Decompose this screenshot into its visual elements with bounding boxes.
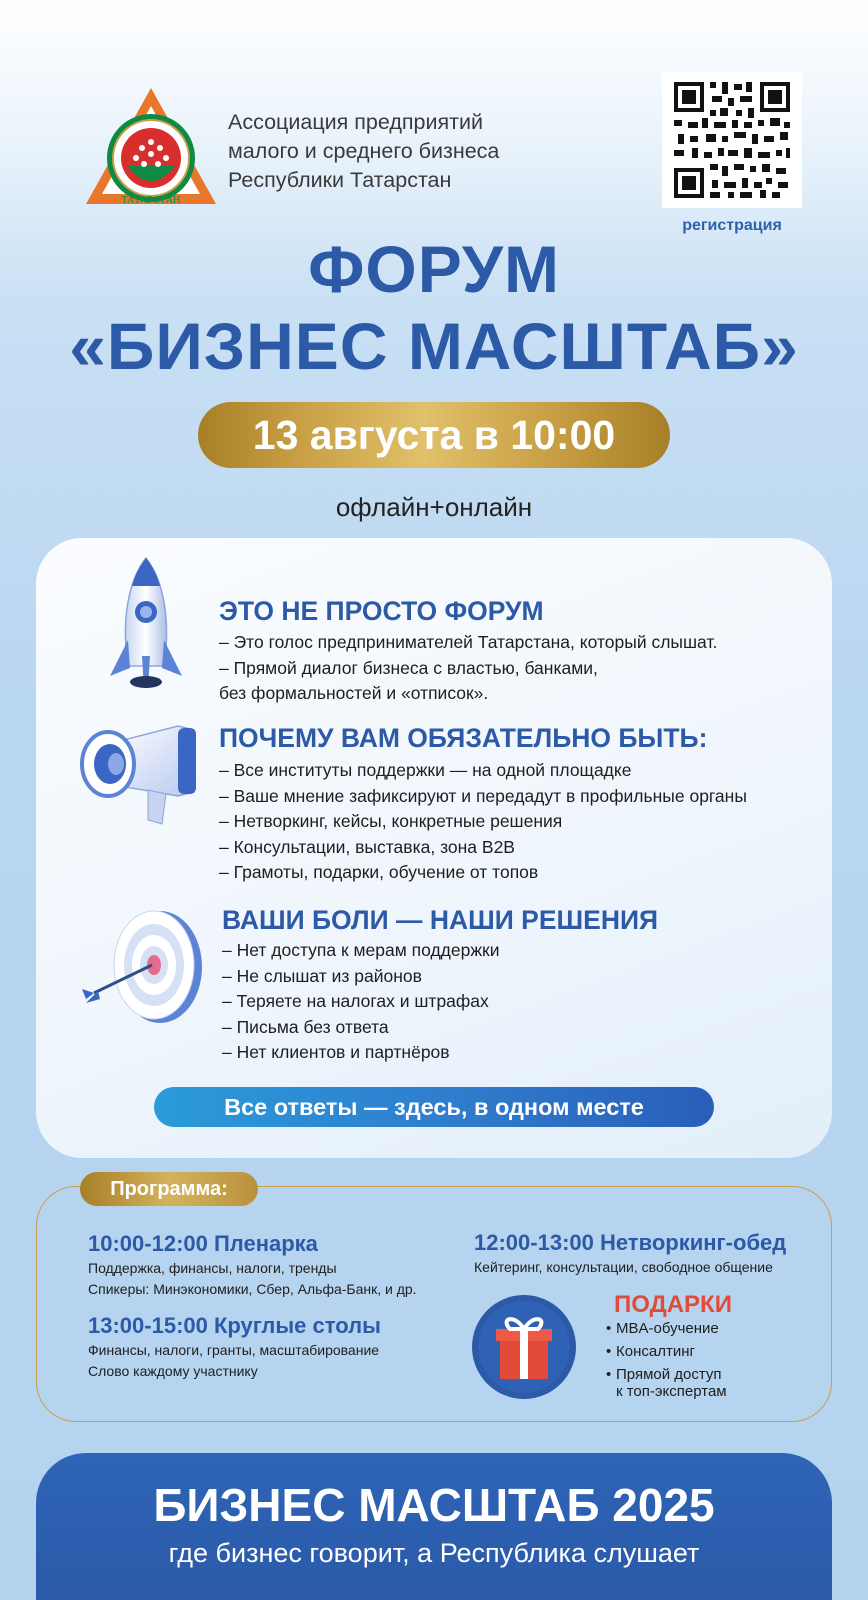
program-item-roundtables-title: 13:00-15:00 Круглые столы <box>88 1313 381 1338</box>
section-list-1 <box>219 630 717 707</box>
list-item: – Письма без ответа <box>222 1016 389 1037</box>
program-label-badge <box>80 1172 258 1206</box>
list-item: – Нет клиентов и партнёров <box>222 1042 450 1062</box>
program-label: Программа: <box>110 1177 228 1200</box>
program-item-plenary-line-2: Спикеры: Минэкономики, Сбер, Альфа-Банк, и др. <box>88 1281 417 1297</box>
program-item-plenary-title: 10:00-12:00 Пленарка <box>88 1231 318 1256</box>
registration-qr-code[interactable] <box>662 72 802 208</box>
section-heading-2: ПОЧЕМУ ВАМ ОБЯЗАТЕЛЬНО БЫТЬ: <box>219 723 708 753</box>
target-icon <box>80 903 212 1027</box>
event-date: 13 августа в 10:00 <box>252 411 616 458</box>
svg-text:ТАТАРСТАН: ТАТАРСТАН <box>121 196 181 206</box>
list-item: – Нет доступа к мерам поддержки <box>222 940 500 960</box>
list-item: – Все институты поддержки — на одной площадке <box>219 760 632 780</box>
section-list-3 <box>222 938 499 1066</box>
list-item: • MBA-обучение <box>606 1320 719 1337</box>
footer-subtitle: где бизнес говорит, а Республика слушает <box>168 1538 700 1568</box>
org-line-2: малого и среднего бизнеса <box>228 139 500 163</box>
list-item: без формальностей и «отписок». <box>219 683 489 703</box>
list-item: • Прямой доступ <box>606 1366 722 1383</box>
program-item-networking-title: 12:00-13:00 Нетворкинг-обед <box>474 1230 787 1255</box>
list-item: – Ваше мнение зафиксируют и передадут в профильные органы <box>219 785 747 806</box>
association-logo <box>84 86 218 208</box>
program-item-roundtables-line-1: Финансы, налоги, гранты, масштабирование <box>88 1342 380 1358</box>
event-format: офлайн+онлайн <box>335 492 533 522</box>
section-heading-3: ВАШИ БОЛИ — НАШИ РЕШЕНИЯ <box>222 905 659 935</box>
megaphone-icon <box>78 724 202 828</box>
list-item: к топ-экспертам <box>616 1383 727 1400</box>
organization-name <box>228 108 608 195</box>
forum-title-line-1: ФОРУМ <box>308 232 560 306</box>
answers-text: Все ответы — здесь, в одном месте <box>224 1093 644 1120</box>
list-item: – Это голос предпринимателей Татарстана, который слышат. <box>219 632 718 652</box>
registration-label[interactable]: регистрация <box>682 217 782 234</box>
list-item: – Нетворкинг, кейсы, конкретные решения <box>219 811 563 831</box>
gift-icon <box>470 1293 578 1401</box>
gifts-list <box>606 1320 727 1406</box>
forum-title-line-2: «БИЗНЕС МАСШТАБ» <box>69 309 799 383</box>
program-item-roundtables-line-2: Слово каждому участнику <box>88 1363 258 1379</box>
list-item: • Консалтинг <box>606 1343 695 1360</box>
list-item: – Теряете на налогах и штрафах <box>222 991 489 1011</box>
list-item: – Прямой диалог бизнеса с властью, банками, <box>219 657 598 678</box>
list-item: – Не слышат из районов <box>222 965 422 986</box>
event-date-badge <box>198 402 670 468</box>
section-list-2 <box>219 758 747 886</box>
section-heading-1: ЭТО НЕ ПРОСТО ФОРУМ <box>219 596 544 626</box>
list-item: – Грамоты, подарки, обучение от топов <box>219 862 539 882</box>
org-line-1: Ассоциация предприятий <box>228 110 484 134</box>
rocket-icon <box>104 556 188 696</box>
footer-title: БИЗНЕС МАСШТАБ 2025 <box>153 1479 715 1531</box>
org-line-3: Республики Татарстан <box>228 168 452 192</box>
answers-banner <box>154 1087 714 1127</box>
program-item-networking-line-1: Кейтеринг, консультации, свободное общение <box>474 1259 773 1275</box>
program-item-plenary-line-1: Поддержка, финансы, налоги, тренды <box>88 1260 337 1276</box>
list-item: – Консультации, выставка, зона B2B <box>219 836 515 857</box>
gifts-title: ПОДАРКИ <box>614 1291 732 1318</box>
